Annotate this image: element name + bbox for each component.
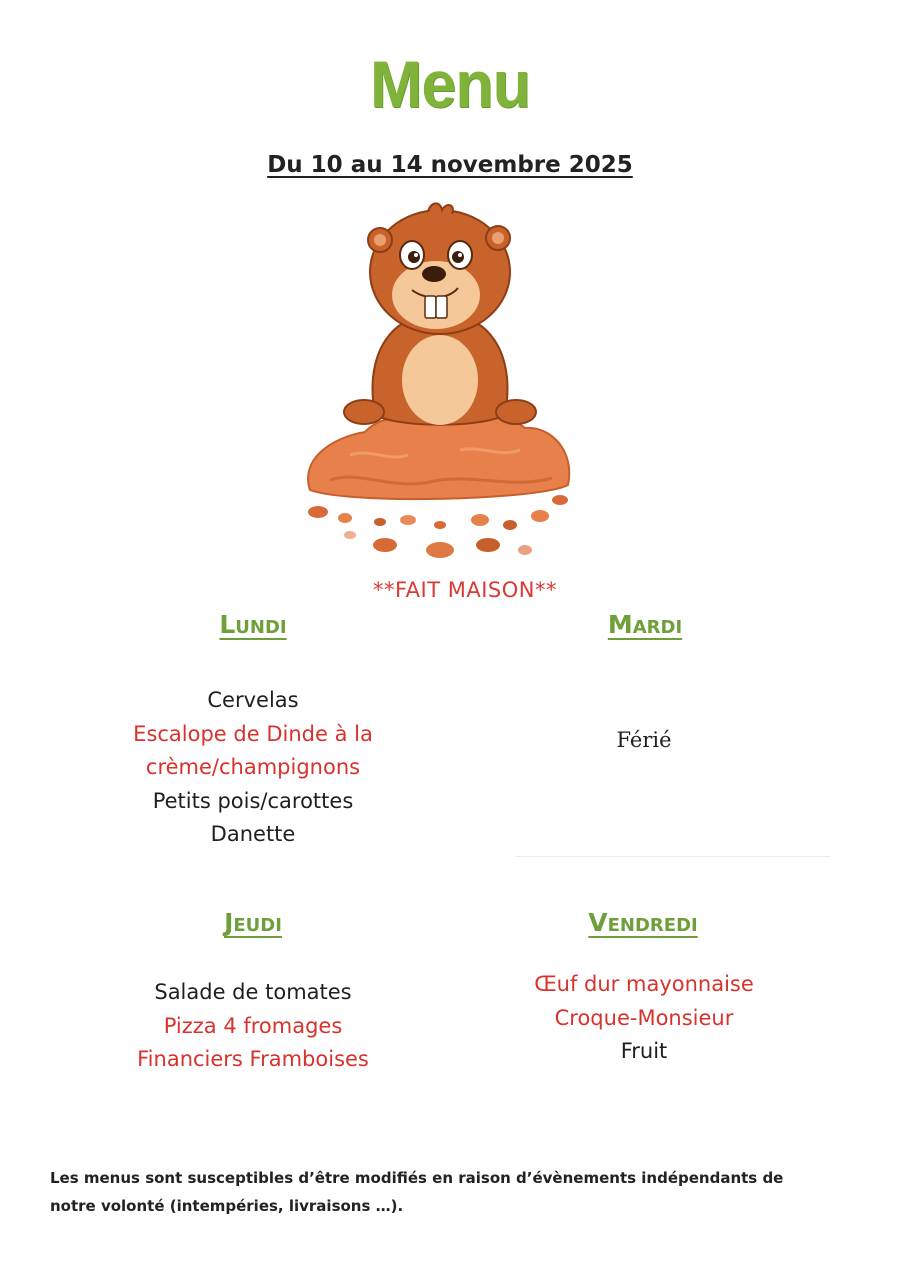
- menu-item: crème/champignons: [145, 755, 361, 779]
- menu-item: Danette: [210, 822, 296, 846]
- footnote-line: Les menus sont susceptibles d’être modifiés en raison d’évènements indépendants de: [50, 1169, 784, 1187]
- menu-item: Escalope de Dinde à la: [133, 721, 373, 746]
- day-label-vendredi: Vendredi: [588, 908, 698, 937]
- footnote: [50, 1164, 840, 1220]
- cartoon-groundhog-icon: [290, 200, 590, 565]
- menu-item: Salade de tomates: [154, 980, 352, 1004]
- page-title: Menu: [370, 47, 530, 121]
- menu-item: Petits pois/carottes: [152, 788, 354, 813]
- menu-item: Cervelas: [207, 688, 299, 712]
- day-label-jeudi: Jeudi: [224, 908, 282, 937]
- footnote-line: notre volonté (intempéries, livraisons …).: [50, 1197, 404, 1215]
- menu-item: Fruit: [620, 1039, 668, 1063]
- day-heading-mardi: [505, 610, 785, 639]
- menu-item: Financiers Framboises: [137, 1047, 369, 1071]
- menu-list-mardi: [494, 724, 794, 758]
- day-heading-jeudi: [113, 908, 393, 937]
- menu-item: Pizza 4 fromages: [163, 1013, 343, 1038]
- menu-item: Œuf dur mayonnaise: [534, 972, 754, 996]
- day-label-lundi: Lundi: [219, 610, 287, 639]
- divider: [515, 856, 830, 857]
- menu-item: Férié: [616, 728, 672, 752]
- date-range-text: Du 10 au 14 novembre 2025: [267, 152, 633, 178]
- fait-maison-label: **FAIT MAISON**: [373, 578, 557, 602]
- day-label-mardi: Mardi: [607, 610, 683, 639]
- date-range: [0, 152, 900, 178]
- menu-list-jeudi: [103, 976, 403, 1077]
- day-heading-lundi: [113, 610, 393, 639]
- menu-list-lundi: [103, 684, 403, 852]
- menu-list-vendredi: [494, 968, 794, 1069]
- menu-item: Croque-Monsieur: [554, 1005, 734, 1030]
- day-heading-vendredi: [503, 908, 783, 937]
